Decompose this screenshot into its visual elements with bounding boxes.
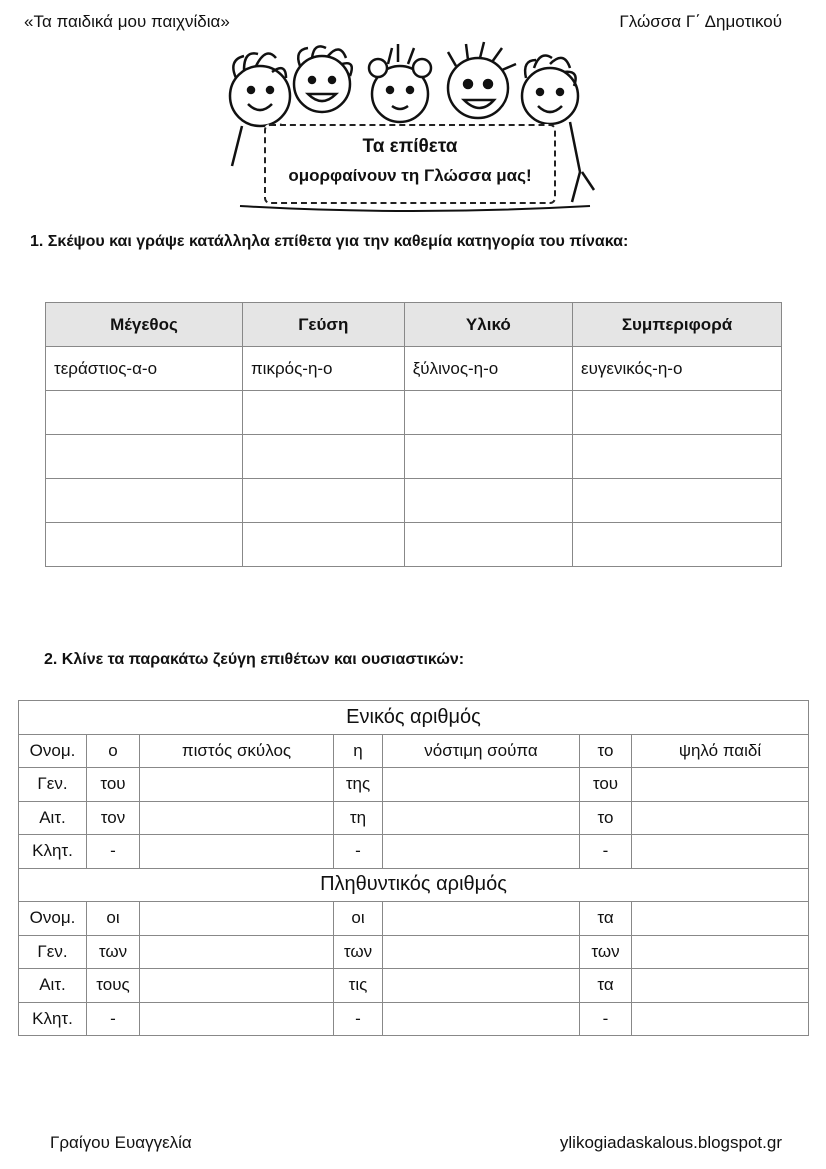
- answer-cell[interactable]: [383, 969, 580, 1003]
- header-behavior: Συμπεριφορά: [573, 303, 782, 347]
- article-cell: τα: [580, 902, 632, 936]
- blank-row: [46, 479, 782, 523]
- answer-cell[interactable]: [140, 835, 334, 869]
- example-cell: ξύλινος-η-ο: [404, 347, 572, 391]
- case-label: Γεν.: [19, 935, 87, 969]
- answer-cell[interactable]: [140, 801, 334, 835]
- declension-row: [19, 969, 809, 1003]
- answer-cell[interactable]: [46, 523, 243, 567]
- plural-title: Πληθυντικός αριθμός: [19, 868, 809, 902]
- subject-grade: Γλώσσα Γ΄ Δημοτικού: [619, 12, 782, 31]
- header-material: Υλικό: [404, 303, 572, 347]
- article-cell: οι: [334, 902, 383, 936]
- article-cell: τον: [87, 801, 140, 835]
- answer-cell[interactable]: [383, 1002, 580, 1036]
- answer-cell[interactable]: [632, 969, 809, 1003]
- answer-cell[interactable]: [383, 768, 580, 802]
- example-cell: ευγενικός-η-ο: [573, 347, 782, 391]
- article-cell: -: [334, 1002, 383, 1036]
- answer-cell[interactable]: [573, 391, 782, 435]
- banner-sign: [264, 124, 556, 204]
- adjectives-category-table: [45, 302, 782, 567]
- pair-cell: νόστιμη σούπα: [383, 734, 580, 768]
- article-cell: τους: [87, 969, 140, 1003]
- case-label: Γεν.: [19, 768, 87, 802]
- answer-cell[interactable]: [404, 479, 572, 523]
- answer-cell[interactable]: [383, 902, 580, 936]
- declension-row: [19, 801, 809, 835]
- table-header-row: [46, 303, 782, 347]
- article-cell: -: [334, 835, 383, 869]
- answer-cell[interactable]: [632, 768, 809, 802]
- answer-cell[interactable]: [46, 479, 243, 523]
- article-cell: τη: [334, 801, 383, 835]
- article-cell: -: [580, 835, 632, 869]
- answer-cell[interactable]: [140, 1002, 334, 1036]
- answer-cell[interactable]: [242, 479, 404, 523]
- answer-cell[interactable]: [383, 835, 580, 869]
- blog-url[interactable]: ylikogiadaskalous.blogspot.gr: [559, 1133, 782, 1152]
- singular-section-row: [19, 701, 809, 735]
- answer-cell[interactable]: [632, 902, 809, 936]
- pair-cell: ψηλό παιδί: [632, 734, 809, 768]
- worksheet-topic: «Τα παιδικά μου παιχνίδια»: [24, 12, 230, 31]
- case-label: Αιτ.: [19, 969, 87, 1003]
- answer-cell[interactable]: [632, 935, 809, 969]
- example-row: [46, 347, 782, 391]
- declension-row: [19, 902, 809, 936]
- article-cell: του: [87, 768, 140, 802]
- declension-table: [18, 700, 809, 1036]
- kids-banner-illustration: [220, 38, 610, 218]
- exercise-1-instruction: 1. Σκέψου και γράψε κατάλληλα επίθετα για την καθεμία κατηγορία του πίνακα:: [30, 233, 629, 250]
- article-cell: η: [334, 734, 383, 768]
- case-label: Κλητ.: [19, 1002, 87, 1036]
- answer-cell[interactable]: [632, 1002, 809, 1036]
- blank-row: [46, 435, 782, 479]
- article-cell: το: [580, 734, 632, 768]
- answer-cell[interactable]: [383, 801, 580, 835]
- header-taste: Γεύση: [242, 303, 404, 347]
- answer-cell[interactable]: [46, 435, 243, 479]
- declension-row: [19, 1002, 809, 1036]
- answer-cell[interactable]: [242, 391, 404, 435]
- case-label: Κλητ.: [19, 835, 87, 869]
- author-name: Γραίγου Ευαγγελία: [50, 1133, 192, 1152]
- case-label: Ονομ.: [19, 734, 87, 768]
- article-cell: των: [334, 935, 383, 969]
- article-cell: -: [87, 835, 140, 869]
- article-cell: οι: [87, 902, 140, 936]
- blank-row: [46, 523, 782, 567]
- case-label: Ονομ.: [19, 902, 87, 936]
- answer-cell[interactable]: [404, 523, 572, 567]
- article-cell: τα: [580, 969, 632, 1003]
- example-cell: τεράστιος-α-ο: [46, 347, 243, 391]
- declension-row: [19, 935, 809, 969]
- exercise-2-instruction: 2. Κλίνε τα παρακάτω ζεύγη επιθέτων και ουσιαστικών:: [44, 651, 465, 668]
- article-cell: των: [87, 935, 140, 969]
- article-cell: το: [580, 801, 632, 835]
- pair-cell: πιστός σκύλος: [140, 734, 334, 768]
- answer-cell[interactable]: [632, 835, 809, 869]
- article-cell: -: [87, 1002, 140, 1036]
- answer-cell[interactable]: [140, 902, 334, 936]
- article-cell: -: [580, 1002, 632, 1036]
- article-cell: ο: [87, 734, 140, 768]
- answer-cell[interactable]: [404, 435, 572, 479]
- answer-cell[interactable]: [383, 935, 580, 969]
- answer-cell[interactable]: [573, 435, 782, 479]
- answer-cell[interactable]: [573, 523, 782, 567]
- answer-cell[interactable]: [140, 768, 334, 802]
- case-label: Αιτ.: [19, 801, 87, 835]
- answer-cell[interactable]: [573, 479, 782, 523]
- declension-row: [19, 835, 809, 869]
- article-cell: τις: [334, 969, 383, 1003]
- banner-subtitle: ομορφαίνουν τη Γλώσσα μας!: [288, 166, 532, 185]
- article-cell: της: [334, 768, 383, 802]
- blank-row: [46, 391, 782, 435]
- singular-title: Ενικός αριθμός: [19, 701, 809, 735]
- article-cell: των: [580, 935, 632, 969]
- declension-row: [19, 768, 809, 802]
- answer-cell[interactable]: [140, 969, 334, 1003]
- article-cell: του: [580, 768, 632, 802]
- example-cell: πικρός-η-ο: [242, 347, 404, 391]
- answer-cell[interactable]: [46, 391, 243, 435]
- answer-cell[interactable]: [140, 935, 334, 969]
- answer-cell[interactable]: [404, 391, 572, 435]
- answer-cell[interactable]: [632, 801, 809, 835]
- banner-title: Τα επίθετα: [362, 136, 458, 157]
- answer-cell[interactable]: [242, 523, 404, 567]
- plural-section-row: [19, 868, 809, 902]
- declension-row: [19, 734, 809, 768]
- answer-cell[interactable]: [242, 435, 404, 479]
- header-size: Μέγεθος: [46, 303, 243, 347]
